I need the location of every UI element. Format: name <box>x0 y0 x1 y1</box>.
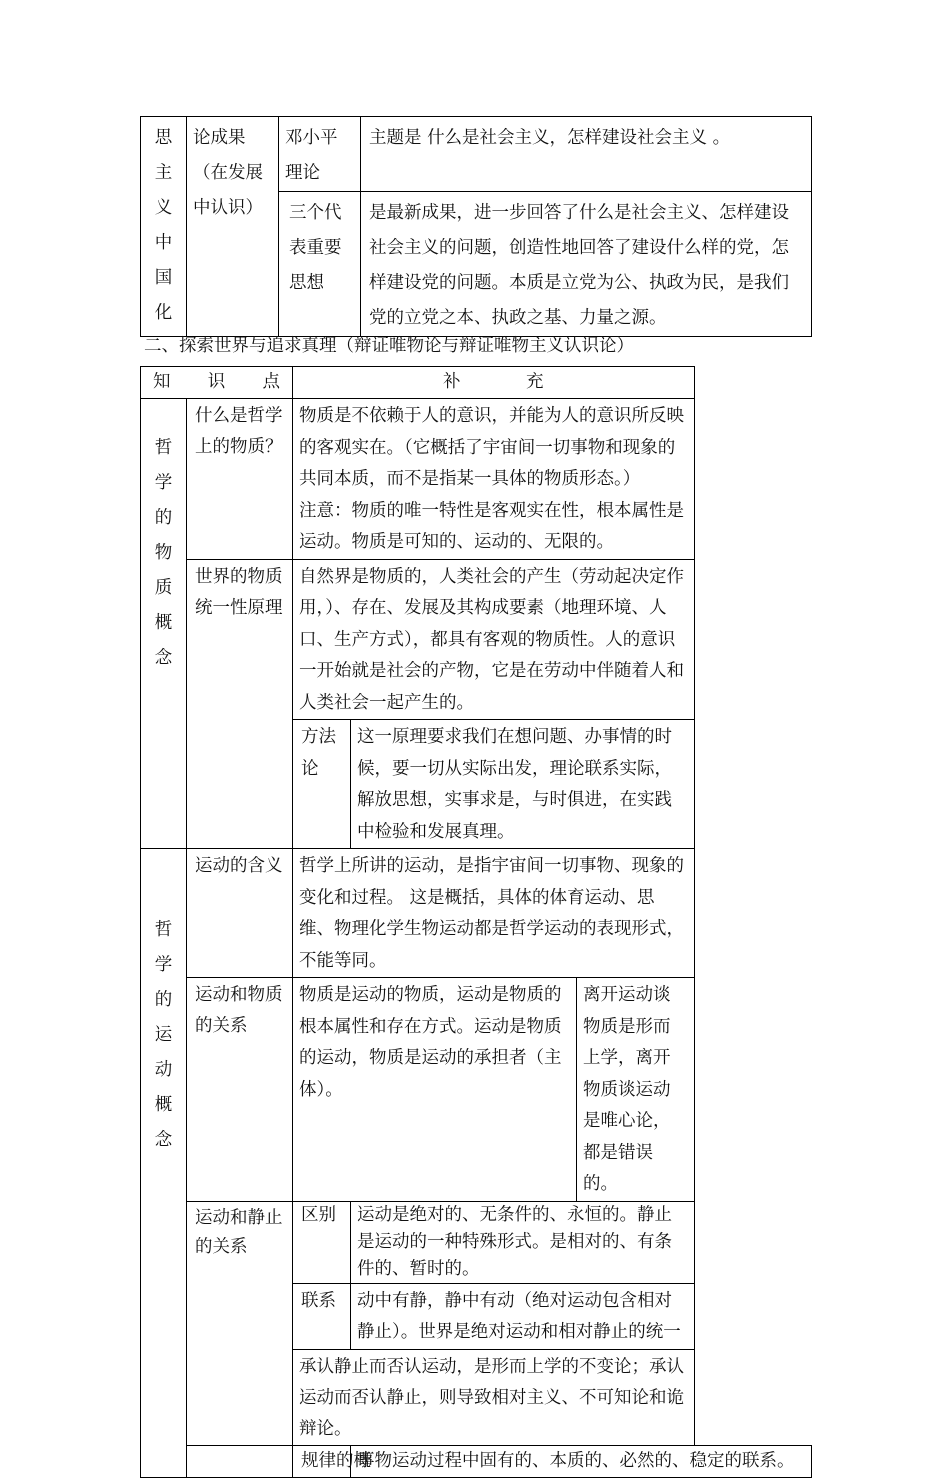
theory-table <box>140 116 812 337</box>
knowledge-table <box>140 366 812 1478</box>
link-label: 联系 <box>293 1283 351 1349</box>
topic-definition: 物质是不依赖于人的意识，并能为人的意识所反映的客观实在。（它概括了宇宙间一切事物和现象的共同本质，而不是指某一具体的物质形态。） <box>299 406 684 489</box>
topic-title: 运动和物质的关系 <box>187 978 293 1202</box>
method-text: 这一原理要求我们在想问题、办事情的时候，要一切从实际出发，理论联系实际，解放思想，实事求是，与时俱进，在实践中检验和发展真理。 <box>351 720 695 849</box>
diff-label: 区别 <box>293 1201 351 1283</box>
topic-title: 世界的物质统一性原理 <box>187 559 293 849</box>
method-label: 方法论 <box>293 720 351 849</box>
empty-cell <box>187 1445 293 1477</box>
topic-note: 注意：物质的唯一特性是客观实在性，根本属性是运动。物质是可知的、运动的、无限的。 <box>299 500 684 552</box>
topic-title: 运动和静止的关系 <box>187 1201 293 1445</box>
topic-text: 哲学上所讲的运动，是指宇宙间一切事物、现象的变化和过程。 这是概括，具体的体育运动、思维、物理化学生物运动都是哲学运动的表现形式，不能等同。 <box>293 849 695 978</box>
relation-left-text: 物质是运动的物质，运动是物质的根本属性和存在方式。运动是物质的运动，物质是运动的承担者（主体）。 <box>293 978 577 1202</box>
vertical-label: 思 主 义 中 国 化 <box>141 117 187 337</box>
topic-title: 规律的概 <box>293 1445 351 1477</box>
link-text: 动中有静，静中有动（绝对运动包含相对静止）。世界是绝对运动和相对静止的统一 <box>351 1283 695 1349</box>
row-text: 主题是 什么是社会主义，怎样建设社会主义 。 <box>361 117 812 192</box>
vertical-label: 哲 学 的 运 动 概 念 <box>141 849 187 1478</box>
row-label: 邓小平理论 <box>279 117 361 192</box>
relation-right-text: 离开运动谈物质是形而上学，离开物质谈运动是唯心论，都是错误的。 <box>577 978 695 1202</box>
row-text: 是最新成果，进一步回答了什么是社会主义、怎样建设社会主义的问题，创造性地回答了建设什么样的党，怎样建设党的问题。本质是立党为公、执政为民，是我们党的立党之本、执政之基、力量之源。 <box>361 192 812 337</box>
diff-text: 运动是绝对的、无条件的、永恒的。静止是运动的一种特殊形式。是相对的、有条件的、暂时的。 <box>351 1201 695 1283</box>
topic-text: 自然界是物质的，人类社会的产生（劳动起决定作用，）、存在、发展及其构成要素（地理环境、人口、生产方式），都具有客观的物质性。人的意识一开始就是社会的产物，它是在劳动中伴随着人和人类社会一起产生的。 <box>293 559 695 720</box>
row-label: 三个代表重要思想 <box>279 192 361 337</box>
topic-text <box>293 399 695 560</box>
section-title: 二、探索世界与追求真理（辩证唯物论与辩证唯物主义认识论） <box>144 336 634 356</box>
topic-title: 运动的含义 <box>187 849 293 978</box>
topic-title: 什么是哲学上的物质？ <box>187 399 293 560</box>
category-label: 论成果（在发展中认识） <box>187 117 279 337</box>
vertical-label: 哲 学 的 物 质 概 念 <box>141 399 187 849</box>
topic-text: 事物运动过程中固有的、本质的、必然的、稳定的联系。 <box>351 1445 812 1477</box>
relation-note: 承认静止而否认运动，是形而上学的不变论；承认运动而否认静止，则导致相对主义、不可知论和诡辩论。 <box>293 1349 695 1445</box>
header-supplement: 补 充 <box>293 367 695 399</box>
header-knowledge: 知 识 点 <box>141 367 293 399</box>
